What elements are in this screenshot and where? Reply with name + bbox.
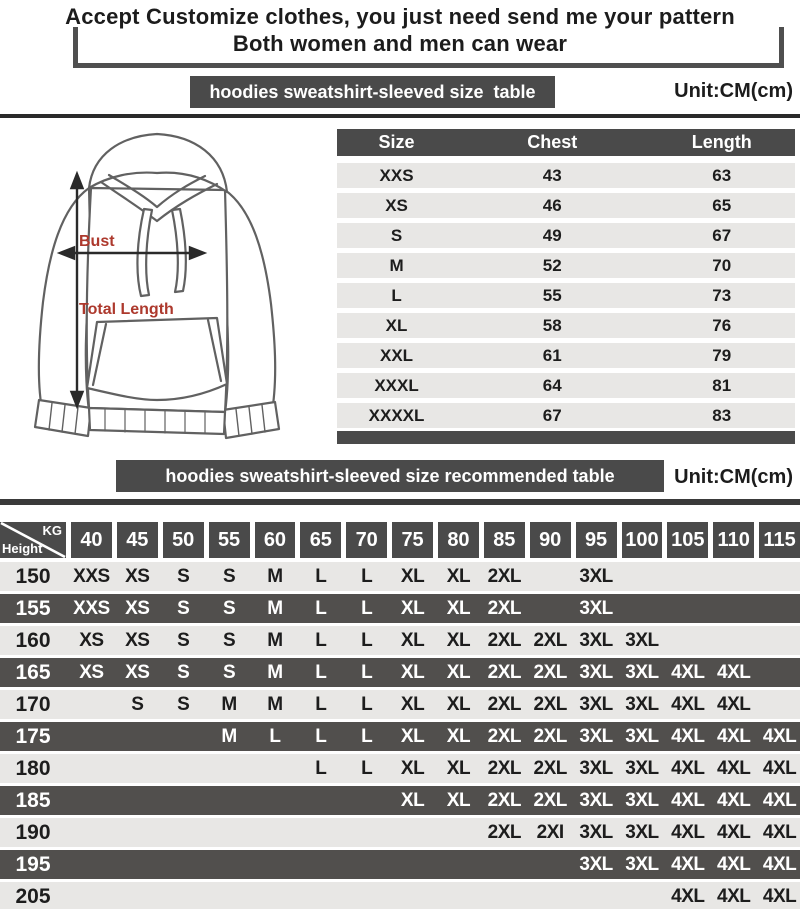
rec-size-cell: XS — [125, 661, 150, 683]
rec-size-cell: M — [267, 597, 283, 619]
rec-size-cell: 4XL — [717, 757, 751, 779]
rec-size-cell: S — [177, 661, 190, 683]
rec-size-cell: M — [221, 725, 237, 747]
rec-table-row — [0, 594, 800, 623]
rec-size-cell: XXS — [73, 597, 110, 619]
rec-size-cell: XL — [400, 597, 425, 619]
header-line-1: Accept Customize clothes, you just need send me your pattern — [65, 4, 735, 29]
rec-height-label: 160 — [15, 628, 51, 652]
size-table-footer-strip — [337, 431, 795, 444]
rec-size-cell: M — [267, 661, 283, 683]
rec-size-cell: 2XL — [533, 789, 567, 811]
rec-size-cell: 4XL — [671, 821, 705, 843]
size-table-unit-label: Unit:CM(cm) — [674, 80, 793, 102]
rec-size-cell: M — [267, 565, 283, 587]
rec-size-cell: 2XL — [533, 661, 567, 683]
size-table-cell: 43 — [542, 165, 562, 185]
rec-size-cell: 3XL — [625, 693, 659, 715]
rec-size-cell: L — [315, 757, 327, 779]
size-table-cell: 63 — [712, 165, 732, 185]
size-table-cell: 65 — [712, 195, 732, 215]
rec-size-cell: M — [267, 693, 283, 715]
size-table-cell: 81 — [712, 375, 732, 395]
rec-table-row — [0, 754, 800, 783]
size-table-col-chest: Chest — [527, 132, 578, 152]
rec-header-row — [0, 522, 800, 558]
rec-size-cell: XS — [79, 629, 104, 651]
rec-size-cell: XL — [446, 725, 471, 747]
rec-size-cell: XL — [446, 789, 471, 811]
size-table-cell: 70 — [712, 255, 732, 275]
hoodie-line-drawing — [5, 122, 325, 448]
size-table-row — [337, 223, 795, 248]
rec-height-label: 205 — [15, 884, 51, 908]
rec-table-row — [0, 658, 800, 687]
size-table-cell: L — [391, 285, 402, 305]
rec-size-cell: L — [315, 725, 327, 747]
rec-size-cell: XL — [400, 757, 425, 779]
rec-size-cell: 4XL — [717, 853, 751, 875]
size-table-cell: 61 — [542, 345, 562, 365]
rec-size-cell: 3XL — [579, 661, 613, 683]
rec-size-cell: 4XL — [717, 661, 751, 683]
rec-size-cell: L — [315, 661, 327, 683]
rec-height-label: 185 — [15, 788, 51, 812]
size-table-cell: 46 — [542, 195, 562, 215]
size-table-cell: 55 — [542, 285, 562, 305]
rec-size-cell: 2XI — [536, 821, 564, 843]
rec-weight-header-cell: 85 — [484, 522, 525, 558]
rec-size-cell: XL — [400, 661, 425, 683]
size-table-cell: S — [390, 225, 403, 245]
size-table-row — [337, 403, 795, 428]
size-table-cell: 76 — [712, 315, 732, 335]
rec-size-cell: 4XL — [671, 693, 705, 715]
rec-height-label: 170 — [15, 692, 51, 716]
rec-size-cell: 4XL — [717, 725, 751, 747]
rec-size-cell: 2XL — [533, 629, 567, 651]
rec-size-cell: L — [361, 757, 373, 779]
rec-size-cell: M — [221, 693, 237, 715]
rec-weight-header-cell: 100 — [622, 522, 663, 558]
rec-weight-header-cell: 75 — [392, 522, 433, 558]
rec-weight-header-cell: 95 — [576, 522, 617, 558]
rec-size-cell: 3XL — [625, 757, 659, 779]
rec-size-cell: 2XL — [533, 725, 567, 747]
size-table-title-bar: hoodies sweatshirt-sleeved size table — [190, 76, 555, 108]
rec-size-cell: 2XL — [487, 757, 521, 779]
rec-size-cell: 4XL — [717, 885, 751, 907]
rec-size-cell: S — [177, 629, 190, 651]
rec-size-cell: S — [177, 565, 190, 587]
rec-size-cell: 2XL — [487, 789, 521, 811]
rec-size-cell: XL — [400, 725, 425, 747]
header-line-2: Both women and men can wear — [232, 31, 568, 56]
rec-table-row — [0, 690, 800, 719]
rec-size-cell: 3XL — [625, 629, 659, 651]
size-table-col-length: Length — [691, 132, 752, 152]
corner-kg-label: KG — [42, 523, 62, 538]
rec-size-cell: S — [222, 565, 236, 587]
rec-size-cell: L — [315, 629, 327, 651]
rec-size-cell: 4XL — [762, 757, 797, 779]
rec-size-cell: 3XL — [579, 757, 613, 779]
size-table — [337, 129, 795, 433]
rec-size-cell: 3XL — [625, 661, 659, 683]
bust-label: Bust — [79, 233, 115, 250]
rec-height-label: 165 — [15, 660, 51, 684]
size-table-row — [337, 283, 795, 308]
rec-size-cell: 2XL — [533, 757, 567, 779]
size-table-row — [337, 373, 795, 398]
rec-table-row — [0, 786, 800, 815]
rec-table-row — [0, 850, 800, 879]
size-table-cell: 64 — [542, 375, 562, 395]
rec-size-cell: XS — [125, 597, 150, 619]
rec-size-cell: M — [267, 629, 283, 651]
rec-height-label: 180 — [15, 756, 51, 780]
rec-size-cell: S — [177, 597, 190, 619]
rec-size-cell: 4XL — [671, 661, 705, 683]
rec-height-label: 190 — [15, 820, 51, 844]
rec-size-cell: 2XL — [487, 565, 521, 587]
rec-size-cell: L — [361, 725, 373, 747]
size-table-row — [337, 163, 795, 188]
rec-size-cell: XL — [446, 629, 471, 651]
rec-size-cell: XL — [400, 789, 425, 811]
recommended-table-unit-label: Unit:CM(cm) — [674, 466, 793, 488]
rec-weight-header-cell: 55 — [209, 522, 250, 558]
rec-size-cell: S — [131, 693, 144, 715]
rec-size-cell: 4XL — [762, 821, 797, 843]
rec-weight-header-cell: 40 — [71, 522, 112, 558]
rec-table-row — [0, 882, 800, 909]
rec-size-cell: XL — [400, 693, 425, 715]
rec-size-cell: 3XL — [579, 789, 613, 811]
size-table-body — [337, 163, 795, 428]
rec-size-cell: L — [315, 565, 327, 587]
rec-table-row — [0, 626, 800, 655]
rec-size-cell: L — [361, 565, 373, 587]
rec-size-cell: XL — [446, 661, 471, 683]
rec-size-cell: L — [269, 725, 281, 747]
size-table-cell: XXS — [379, 165, 414, 185]
rec-size-cell: S — [222, 629, 236, 651]
size-table-cell: XS — [385, 195, 408, 215]
rec-size-cell: 3XL — [625, 725, 659, 747]
rec-size-cell: 2XL — [487, 693, 521, 715]
size-table-cell: XXXL — [374, 375, 419, 395]
rec-size-cell: 4XL — [717, 789, 751, 811]
rec-size-cell: 4XL — [762, 853, 797, 875]
rec-size-cell: 3XL — [579, 693, 613, 715]
rec-size-cell: 3XL — [579, 565, 613, 587]
size-table-row — [337, 193, 795, 218]
rec-size-cell: 4XL — [671, 853, 705, 875]
total-length-label: Total Length — [79, 301, 174, 318]
corner-height-label: Height — [2, 541, 43, 556]
rec-size-cell: 2XL — [533, 693, 567, 715]
size-table-cell: XL — [385, 315, 408, 335]
rec-weight-header-cell: 70 — [346, 522, 387, 558]
rec-weight-header-cell: 105 — [667, 522, 708, 558]
rec-height-label: 150 — [15, 564, 51, 588]
rec-size-cell: XL — [400, 565, 425, 587]
rec-table-body — [0, 562, 800, 909]
rec-weight-header-cell: 60 — [255, 522, 296, 558]
rec-size-cell: 2XL — [487, 821, 521, 843]
rec-weight-header-cell: 45 — [117, 522, 158, 558]
recommended-table-title-bar: hoodies sweatshirt-sleeved size recommended table — [116, 460, 664, 492]
size-table-col-size: Size — [378, 132, 415, 152]
rec-table-row — [0, 818, 800, 847]
size-table-cell: 49 — [542, 225, 562, 245]
rec-size-cell: 2XL — [487, 725, 521, 747]
rec-size-cell: XL — [446, 565, 471, 587]
rec-size-cell: XL — [446, 757, 471, 779]
size-table-cell: 67 — [542, 405, 562, 425]
size-table-cell: M — [389, 255, 404, 275]
rec-size-cell: 3XL — [625, 789, 659, 811]
rec-size-cell: 4XL — [762, 725, 797, 747]
rec-weight-header-cell: 110 — [713, 522, 754, 558]
rec-size-cell: 2XL — [487, 661, 521, 683]
size-table-row — [337, 253, 795, 278]
size-table-row — [337, 313, 795, 338]
rec-size-cell: XS — [125, 565, 150, 587]
rec-size-cell: XL — [446, 597, 471, 619]
size-table-header — [337, 129, 795, 156]
size-table-cell: 83 — [712, 405, 732, 425]
rec-table-row — [0, 722, 800, 751]
rec-size-cell: S — [222, 661, 236, 683]
rec-size-cell: XL — [400, 629, 425, 651]
rec-size-cell: 4XL — [671, 885, 705, 907]
rec-table-row — [0, 562, 800, 591]
rec-size-cell: 4XL — [671, 757, 705, 779]
rec-height-label: 175 — [15, 724, 51, 748]
rec-size-cell: L — [361, 597, 373, 619]
hoodie-measurement-diagram — [5, 122, 325, 448]
size-table-cell: 58 — [542, 315, 562, 335]
rec-size-cell: 4XL — [762, 789, 797, 811]
size-table-row — [337, 343, 795, 368]
rec-size-cell: 2XL — [487, 597, 521, 619]
rec-corner-cell — [0, 522, 66, 558]
rec-size-cell: 3XL — [579, 853, 613, 875]
rec-size-cell: L — [315, 693, 327, 715]
size-table-cell: 73 — [712, 285, 732, 305]
rec-height-label: 195 — [15, 852, 51, 876]
rec-size-cell: 4XL — [717, 693, 751, 715]
rec-weight-header-cell: 90 — [530, 522, 571, 558]
rec-size-cell: 4XL — [671, 725, 705, 747]
rec-size-cell: L — [361, 629, 373, 651]
rec-weight-header-cell: 115 — [759, 522, 800, 558]
rec-size-cell: L — [315, 597, 327, 619]
rec-size-cell: 4XL — [671, 789, 705, 811]
size-table-cell: 52 — [542, 255, 562, 275]
rec-size-cell: 3XL — [579, 725, 613, 747]
rec-size-cell: XL — [446, 693, 471, 715]
rec-size-cell: 3XL — [579, 629, 613, 651]
rec-size-cell: 4XL — [717, 821, 751, 843]
rec-size-cell: 3XL — [625, 821, 659, 843]
rec-size-cell: S — [177, 693, 190, 715]
rec-size-cell: 2XL — [487, 629, 521, 651]
divider-line-middle — [0, 499, 800, 505]
rec-height-label: 155 — [15, 596, 51, 620]
recommended-size-table — [0, 522, 800, 909]
size-table-cell: XXXXL — [368, 405, 425, 425]
size-table-cell: 79 — [712, 345, 732, 365]
size-table-cell: XXL — [380, 345, 414, 365]
rec-size-cell: XS — [125, 629, 150, 651]
rec-size-cell: L — [361, 693, 373, 715]
rec-size-cell: 4XL — [762, 885, 797, 907]
rec-size-cell: XXS — [73, 565, 110, 587]
rec-size-cell: 3XL — [579, 597, 613, 619]
page-header — [0, 3, 800, 57]
rec-size-cell: S — [222, 597, 236, 619]
size-table-cell: 67 — [712, 225, 732, 245]
rec-size-cell: XS — [79, 661, 104, 683]
divider-line-top — [0, 114, 800, 118]
rec-weight-header-cell: 50 — [163, 522, 204, 558]
rec-weight-header-cell: 80 — [438, 522, 479, 558]
rec-size-cell: 3XL — [579, 821, 613, 843]
rec-size-cell: 3XL — [625, 853, 659, 875]
rec-size-cell: L — [361, 661, 373, 683]
rec-weight-header-cell: 65 — [300, 522, 341, 558]
